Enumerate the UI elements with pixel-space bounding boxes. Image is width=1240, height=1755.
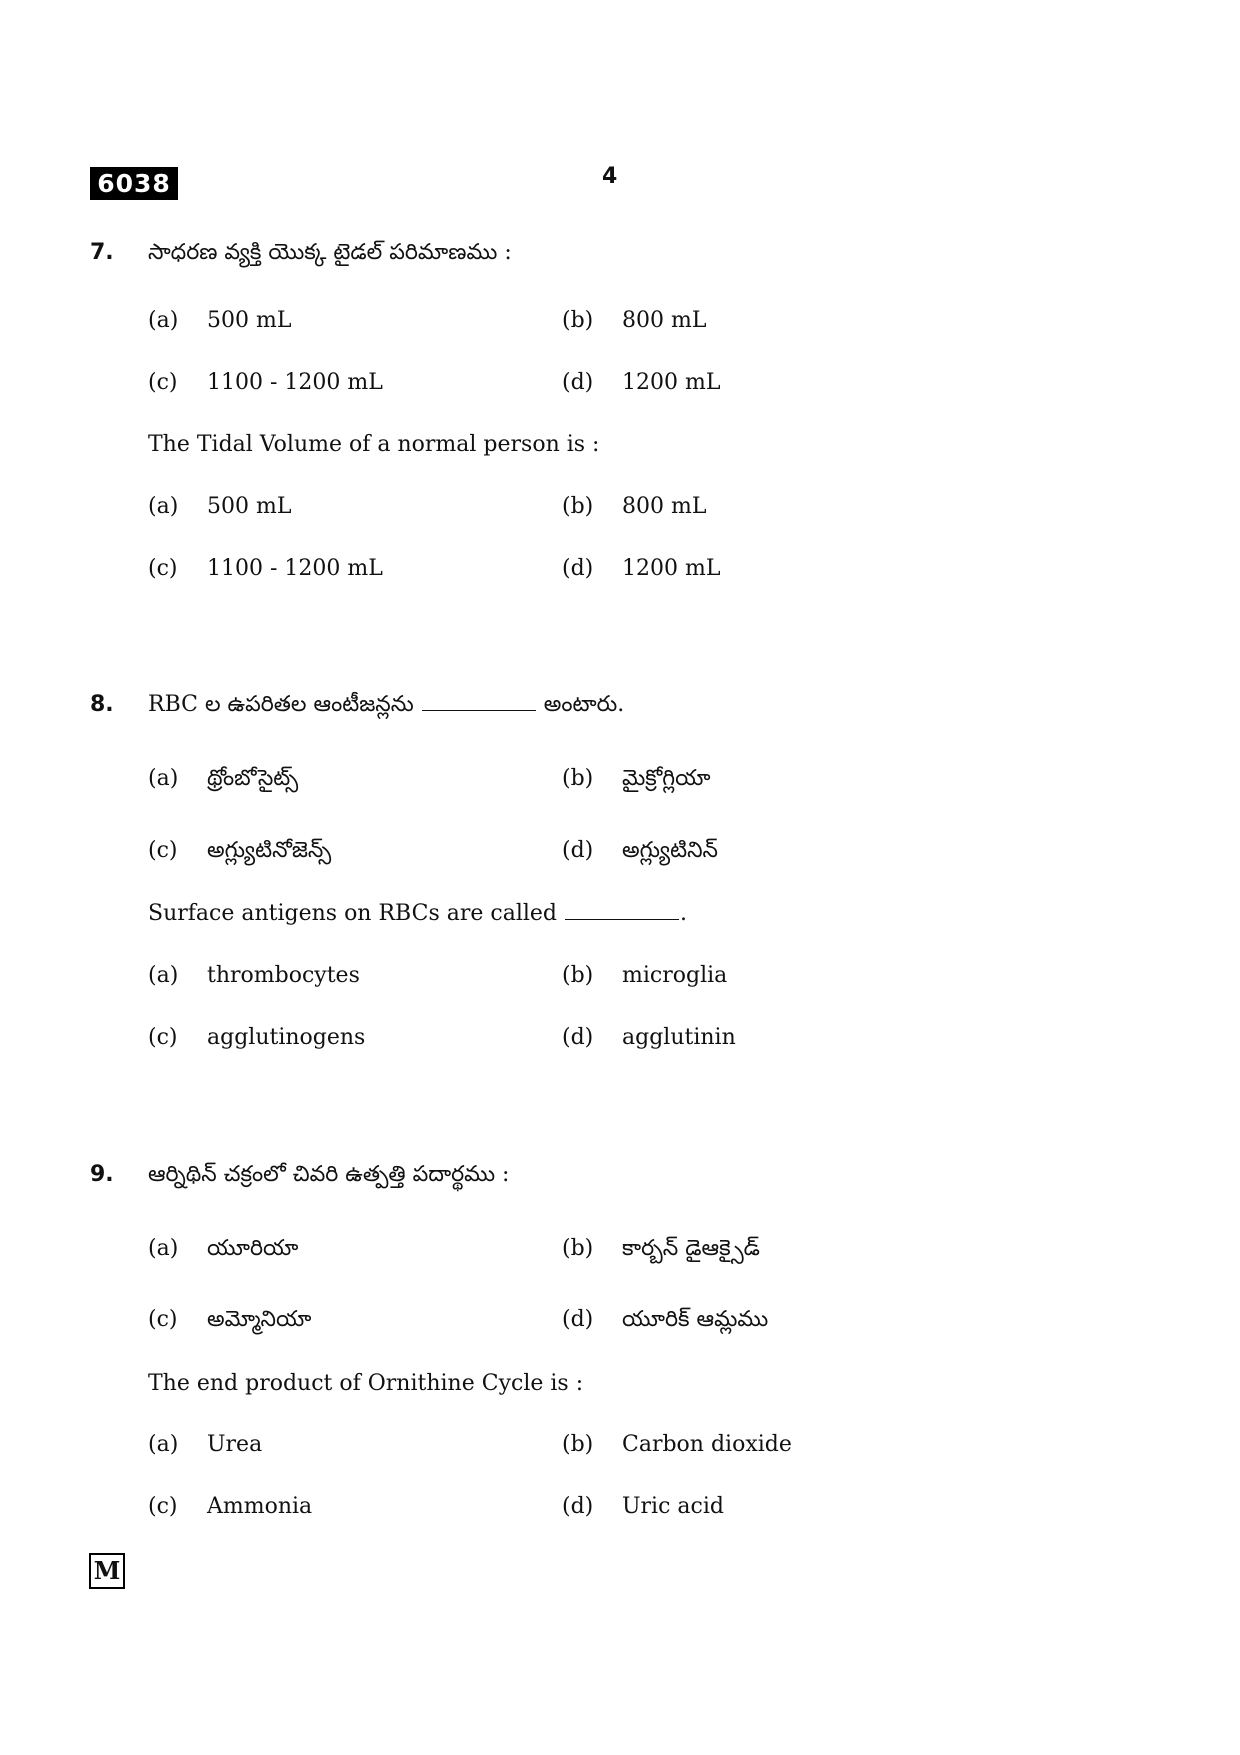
option-label: (a) xyxy=(148,1236,179,1261)
option-label: (b) xyxy=(562,1236,594,1261)
option-text: యూరిక్ ఆమ్లము xyxy=(622,1307,769,1332)
option-text: మైక్రోగ్లియా xyxy=(622,766,711,791)
option-label: (d) xyxy=(562,1025,594,1050)
option-label: (a) xyxy=(148,766,179,791)
question-stem-english: The Tidal Volume of a normal person is : xyxy=(148,432,600,457)
question-number: 7. xyxy=(90,240,114,265)
option-label: (d) xyxy=(562,838,594,863)
option-label: (c) xyxy=(148,1494,178,1519)
option-label: (b) xyxy=(562,308,594,333)
option-label: (a) xyxy=(148,308,179,333)
option-label: (d) xyxy=(562,556,594,581)
question-stem-telugu: సాధరణ వ్యక్తి యొక్క టైడల్ పరిమాణము : xyxy=(148,240,512,265)
option-label: (a) xyxy=(148,1432,179,1457)
option-text: 1200 mL xyxy=(622,370,721,395)
option-text: 500 mL xyxy=(207,308,292,333)
question-number: 9. xyxy=(90,1162,114,1187)
option-label: (a) xyxy=(148,963,179,988)
stem-text: . xyxy=(680,901,687,926)
question-stem-telugu: ఆర్నిథిన్ చక్రంలో చివరి ఉత్పత్తి పదార్థము : xyxy=(148,1162,510,1187)
answer-blank xyxy=(422,690,536,711)
option-text: 1200 mL xyxy=(622,556,721,581)
option-label: (b) xyxy=(562,766,594,791)
question-stem-english: The end product of Ornithine Cycle is : xyxy=(148,1371,584,1396)
option-label: (b) xyxy=(562,963,594,988)
option-text: Urea xyxy=(207,1432,263,1457)
stem-text: Surface antigens on RBCs are called xyxy=(148,901,557,926)
option-text: Carbon dioxide xyxy=(622,1432,792,1457)
option-label: (b) xyxy=(562,494,594,519)
question-stem-english xyxy=(148,899,687,929)
option-label: (c) xyxy=(148,370,178,395)
option-text: Ammonia xyxy=(207,1494,313,1519)
option-text: అమ్మోనియా xyxy=(207,1307,312,1332)
option-label: (d) xyxy=(562,370,594,395)
footer-mark: M xyxy=(89,1553,125,1589)
stem-text: అంటారు. xyxy=(543,692,625,717)
option-text: agglutinin xyxy=(622,1025,736,1050)
option-label: (c) xyxy=(148,556,178,581)
question-number: 8. xyxy=(90,692,114,717)
question-stem-telugu xyxy=(148,690,624,720)
stem-text: RBC ల ఉపరితల ఆంటీజన్లను xyxy=(148,692,414,717)
option-text: థ్రోంబోసైట్స్ xyxy=(207,766,299,791)
paper-code-badge: 6038 xyxy=(90,167,178,200)
option-text: agglutinogens xyxy=(207,1025,366,1050)
page-number: 4 xyxy=(602,164,618,189)
option-text: కార్బన్ డైఆక్సైడ్ xyxy=(622,1236,760,1261)
option-label: (d) xyxy=(562,1307,594,1332)
option-text: 800 mL xyxy=(622,494,707,519)
option-text: 1100 - 1200 mL xyxy=(207,370,383,395)
option-text: 500 mL xyxy=(207,494,292,519)
option-label: (c) xyxy=(148,1307,178,1332)
option-label: (a) xyxy=(148,494,179,519)
option-label: (c) xyxy=(148,838,178,863)
option-label: (b) xyxy=(562,1432,594,1457)
option-text: 1100 - 1200 mL xyxy=(207,556,383,581)
option-text: microglia xyxy=(622,963,728,988)
option-text: 800 mL xyxy=(622,308,707,333)
option-text: thrombocytes xyxy=(207,963,360,988)
option-text: అగ్ల్యుటినోజెన్స్ xyxy=(207,838,332,863)
option-label: (c) xyxy=(148,1025,178,1050)
option-text: యూరియా xyxy=(207,1236,299,1261)
option-text: అగ్ల్యుటినిన్ xyxy=(622,838,718,863)
option-text: Uric acid xyxy=(622,1494,724,1519)
option-label: (d) xyxy=(562,1494,594,1519)
answer-blank xyxy=(565,899,679,920)
